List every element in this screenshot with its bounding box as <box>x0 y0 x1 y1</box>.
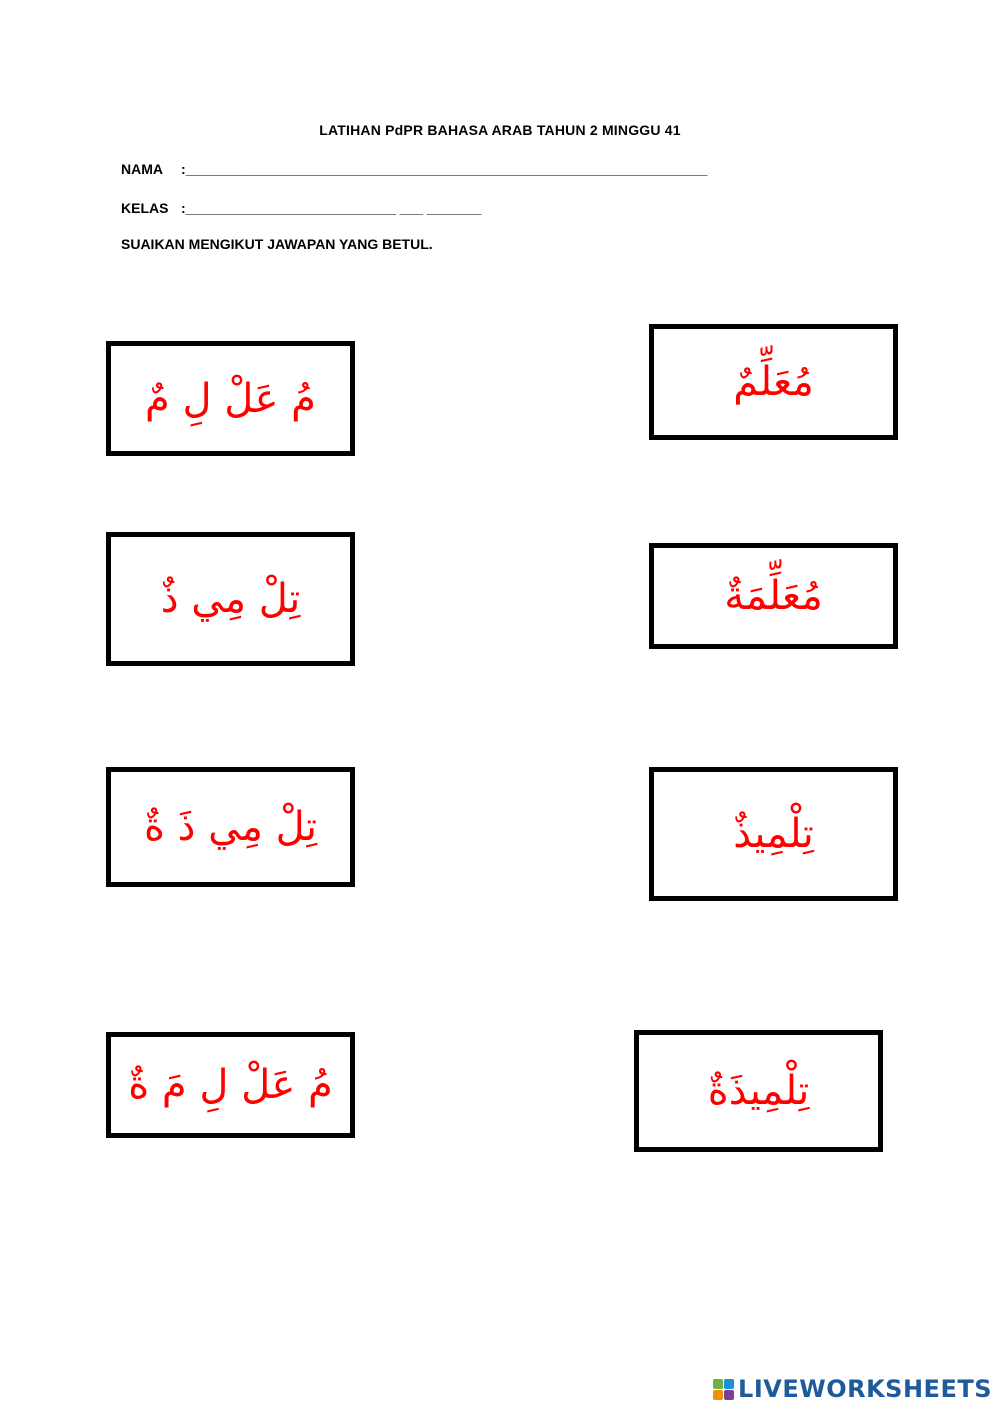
nama-label: NAMA <box>121 161 163 177</box>
right-card-2-text: مُعَلِّمَةٌ <box>724 573 823 619</box>
instruction-text: SUAIKAN MENGIKUT JAWAPAN YANG BETUL. <box>121 236 433 252</box>
left-card-1-text: مُ عَلْ لِ مٌ <box>145 375 316 422</box>
kelas-label: KELAS <box>121 200 169 216</box>
right-card-1-text: مُعَلِّمٌ <box>733 359 814 405</box>
nama-input-line[interactable]: :___________________________________________________________________ <box>181 161 708 177</box>
left-card-3[interactable] <box>106 767 355 887</box>
worksheet-title: LATIHAN PdPR BAHASA ARAB TAHUN 2 MINGGU 41 <box>319 122 681 138</box>
kelas-input-line[interactable]: :___________________________ ___ _______ <box>181 200 482 216</box>
nama-field[interactable] <box>121 161 707 177</box>
left-card-1[interactable] <box>106 341 355 456</box>
liveworksheets-brand[interactable] <box>713 1375 992 1403</box>
left-card-2[interactable] <box>106 532 355 666</box>
right-card-4[interactable] <box>634 1030 883 1152</box>
left-card-4-text: مُ عَلْ لِ مَ ةٌ <box>128 1062 333 1108</box>
left-card-2-text: تِلْ مِي ذٌ <box>160 576 301 622</box>
right-card-3[interactable] <box>649 767 898 901</box>
liveworksheets-wordmark: LIVEWORKSHEETS <box>738 1375 992 1403</box>
liveworksheets-logo-icon <box>713 1379 734 1400</box>
left-card-3-text: تِلْ مِي ذَ ةٌ <box>143 804 318 850</box>
left-card-4[interactable] <box>106 1032 355 1138</box>
right-card-3-text: تِلْمِيذٌ <box>733 811 814 857</box>
right-card-1[interactable] <box>649 324 898 440</box>
right-card-2[interactable] <box>649 543 898 649</box>
right-card-4-text: تِلْمِيذَةٌ <box>707 1068 810 1114</box>
kelas-field[interactable] <box>121 200 482 216</box>
